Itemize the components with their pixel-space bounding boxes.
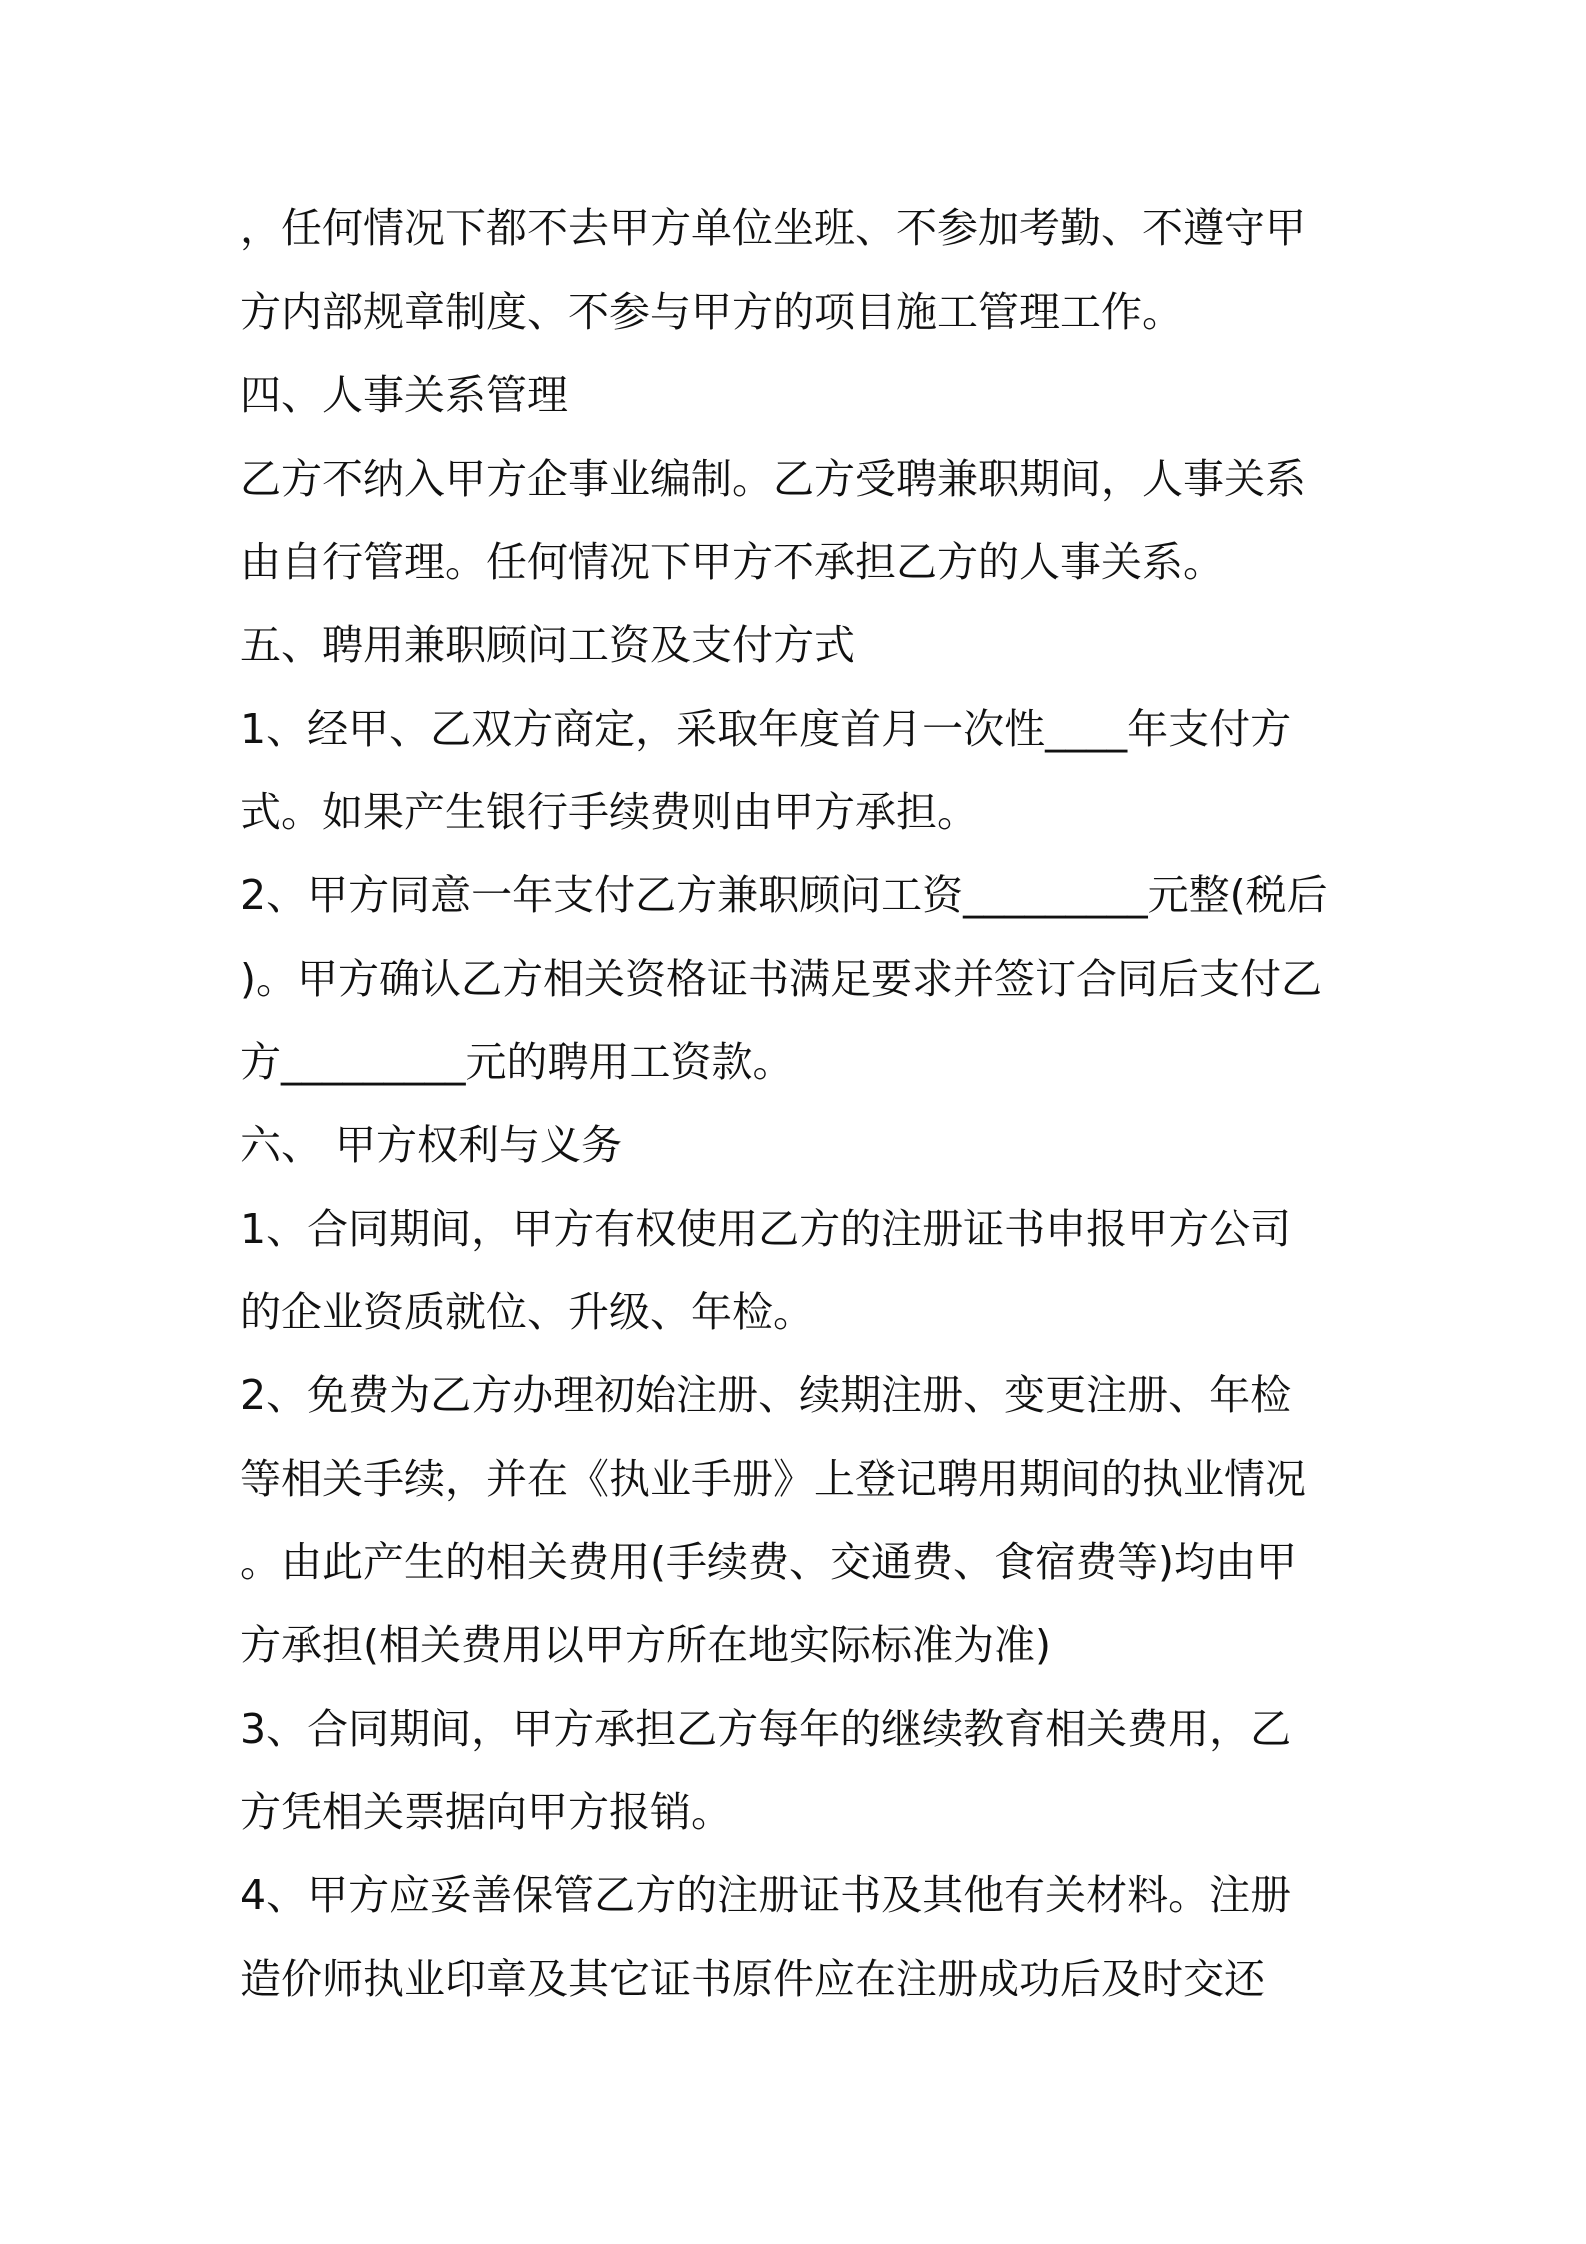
section-heading: 六、 甲方权利与义务 [240, 1121, 623, 1169]
text-line: 由自行管理。任何情况下甲方不承担乙方的人事关系。 [240, 538, 1224, 586]
text-line: 式。如果产生银行手续费则由甲方承担。 [240, 788, 978, 836]
text-line: 造价师执业印章及其它证书原件应在注册成功后及时交还 [240, 1955, 1265, 2003]
text-line: 。由此产生的相关费用(手续费、交通费、食宿费等)均由甲 [240, 1538, 1297, 1586]
text-line: 方_________元的聘用工资款。 [240, 1038, 794, 1086]
section-heading: 四、人事关系管理 [240, 371, 568, 419]
text-line: 方承担(相关费用以甲方所在地实际标准为准) [240, 1621, 1051, 1669]
text-line: 2、甲方同意一年支付乙方兼职顾问工资_________元整(税后 [240, 871, 1328, 919]
text-line: 2、免费为乙方办理初始注册、续期注册、变更注册、年检 [240, 1371, 1292, 1419]
text-line: ，任何情况下都不去甲方单位坐班、不参加考勤、不遵守甲 [240, 204, 1306, 252]
text-line: 方凭相关票据向甲方报销。 [240, 1788, 732, 1836]
text-line: )。甲方确认乙方相关资格证书满足要求并签订合同后支付乙 [240, 955, 1322, 1003]
text-line: 1、经甲、乙双方商定，采取年度首月一次性____年支付方 [240, 705, 1292, 753]
text-line: 方内部规章制度、不参与甲方的项目施工管理工作。 [240, 288, 1183, 336]
text-line: 3、合同期间，甲方承担乙方每年的继续教育相关费用，乙 [240, 1705, 1292, 1753]
section-heading: 五、聘用兼职顾问工资及支付方式 [240, 621, 855, 669]
text-line: 等相关手续，并在《执业手册》上登记聘用期间的执业情况 [240, 1455, 1306, 1503]
text-line: 的企业资质就位、升级、年检。 [240, 1288, 814, 1336]
text-line: 乙方不纳入甲方企事业编制。乙方受聘兼职期间，人事关系 [240, 455, 1306, 503]
text-line: 1、合同期间，甲方有权使用乙方的注册证书申报甲方公司 [240, 1205, 1292, 1253]
text-line: 4、甲方应妥善保管乙方的注册证书及其他有关材料。注册 [240, 1871, 1292, 1919]
